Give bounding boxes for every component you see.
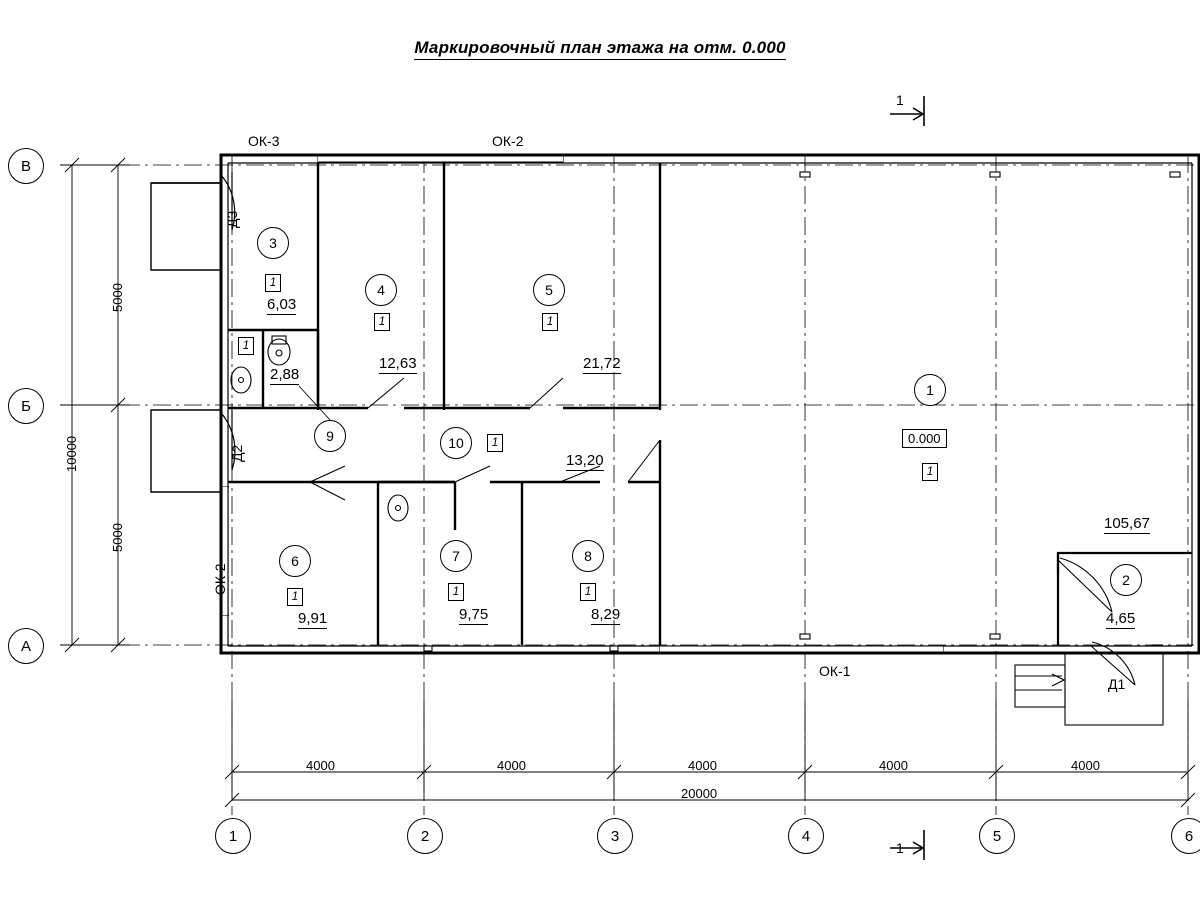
- room-area-6: 9,91: [298, 610, 328, 627]
- axis-bubble-h-3: 4: [788, 818, 824, 854]
- axis-bubble-v-0: В: [8, 148, 44, 184]
- axis-bubble-h-1: 2: [407, 818, 443, 854]
- room-area-7: 9,75: [459, 606, 489, 623]
- room-area-8: 8,29: [591, 606, 621, 623]
- floor-mark-room-1: 1: [922, 463, 938, 481]
- axis-bubble-h-0: 1: [215, 818, 251, 854]
- room-number-7: 7: [440, 540, 472, 572]
- window-label-ok2-left: ОК-2: [212, 563, 228, 595]
- room-area-3: 6,03: [267, 296, 297, 313]
- dimension-left-1: 5000: [110, 523, 125, 552]
- dimension-bottom-1: 4000: [497, 758, 526, 773]
- door-label-d2: Д2: [229, 444, 245, 462]
- room-area-10: 13,20: [566, 452, 604, 469]
- axis-bubble-v-1: Б: [8, 388, 44, 424]
- axis-bubble-v-2: А: [8, 628, 44, 664]
- room-number-4: 4: [365, 274, 397, 306]
- window-label-ok1: ОК-1: [819, 663, 851, 679]
- room-number-6: 6: [279, 545, 311, 577]
- section-mark-top-label: 1: [896, 92, 904, 108]
- dimension-bottom-2: 4000: [688, 758, 717, 773]
- section-mark-bottom-label: 1: [896, 840, 904, 856]
- room-area-9: 2,88: [270, 366, 300, 383]
- window-label-ok3: ОК-3: [248, 133, 280, 149]
- room-area-4: 12,63: [379, 355, 417, 372]
- dimension-bottom-3: 4000: [879, 758, 908, 773]
- floor-mark-room-4: 1: [374, 313, 390, 331]
- room-number-3: 3: [257, 227, 289, 259]
- drawing-title: Маркировочный план этажа на отм. 0.000: [0, 38, 1200, 58]
- door-label-d3: Д3: [224, 210, 240, 228]
- floor-mark-room-6: 1: [287, 588, 303, 606]
- dimension-left-total: 10000: [64, 435, 79, 472]
- room-number-5: 5: [533, 274, 565, 306]
- window-label-ok2-top: ОК-2: [492, 133, 524, 149]
- axis-bubble-h-5: 6: [1171, 818, 1200, 854]
- room-area-1: 105,67: [1104, 515, 1150, 532]
- floor-mark-room-7: 1: [448, 583, 464, 601]
- dimension-left-0: 5000: [110, 283, 125, 312]
- floor-mark-room-5: 1: [542, 313, 558, 331]
- floor-mark-room-3: 1: [265, 274, 281, 292]
- dimension-bottom-0: 4000: [306, 758, 335, 773]
- elevation-tag-room-1: 0.000: [902, 429, 947, 448]
- floor-mark-room-10: 1: [487, 434, 503, 452]
- room-number-8: 8: [572, 540, 604, 572]
- floor-mark-room-8: 1: [580, 583, 596, 601]
- dimension-bottom-4: 4000: [1071, 758, 1100, 773]
- axis-bubble-h-4: 5: [979, 818, 1015, 854]
- door-label-d1: Д1: [1108, 676, 1126, 692]
- dimension-bottom-total: 20000: [681, 786, 718, 801]
- room-area-2: 4,65: [1106, 610, 1136, 627]
- floor-mark-room-9: 1: [238, 337, 254, 355]
- room-number-1: 1: [914, 374, 946, 406]
- room-area-5: 21,72: [583, 355, 621, 372]
- room-number-2: 2: [1110, 564, 1142, 596]
- axis-bubble-h-2: 3: [597, 818, 633, 854]
- room-number-9: 9: [314, 420, 346, 452]
- room-number-10: 10: [440, 427, 472, 459]
